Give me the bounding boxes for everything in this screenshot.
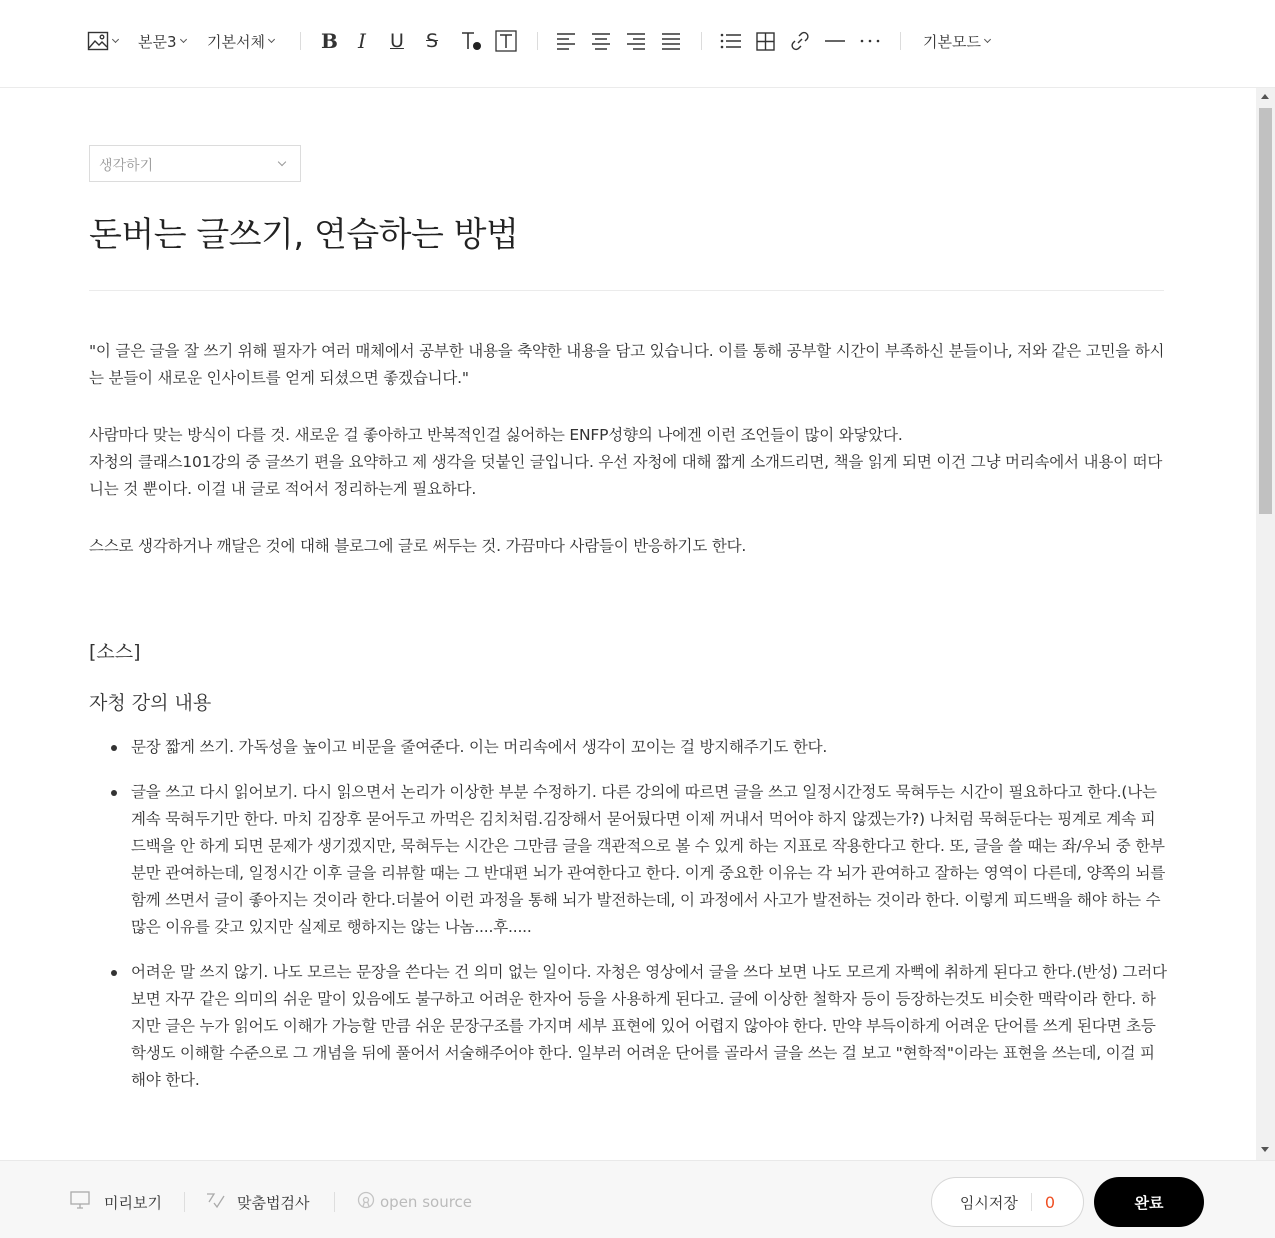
paragraph[interactable]: "이 글은 글을 잘 쓰기 위해 필자가 여러 매체에서 공부한 내용을 축약한 내용을 담고 있습니다. 이를 통해 공부할 시간이 부족하신 분들이나, 저와 같은 고민을 하시는 분들이 새로운 인사이트를 얻게 되셨으면 좋겠습니다." xyxy=(89,342,1165,387)
underline-icon: U xyxy=(390,30,404,52)
chevron-down-icon xyxy=(984,35,991,42)
list-item[interactable]: 글을 쓰고 다시 읽어보기. 다시 읽으면서 논리가 이상한 부분 수정하기. 다른 강의에 따르면 글을 쓰고 일정시간정도 묵혀두는 시간이 필요하다고 한다.(나는 계속 묵혀두기만 한다. 마치 김장후 묻어두고 까먹은 김치처럼.김장해서 묻어뒀다면 이제 꺼내서 먹어야 하지 않겠는가?) 나처럼 묵혀둔다는 핑계로 계속 피드백을 안 하게 되면 문제가 생기겠지만, 묵혀두는 시간은 그만큼 글을 객관적으로 볼 수 있게 하는 지표로 작용한다고 한다. 또, 글을 쓸 때는 좌/우뇌 중 한부분만 관여하는데, 일정시간 이후 글을 리뷰할 때는 그 반대편 뇌가 관여한다고 한다. 이게 중요한 이유는 각 뇌가 관여하고 잘하는 영역이 다른데, 양쪽의 뇌를 함께 쓰면서 글이 좋아지는 것이라 한다.더불어 이런 과정을 통해 뇌가 발전하는데, 이 과정에서 사고가 발전하는 것이라 한다. 이렇게 피드백을 해야 하는 수많은 이유를 갖고 있지만 실제로 행하지는 않는 나놈....후..... xyxy=(89,779,1169,941)
paragraph[interactable]: 사람마다 맞는 방식이 다를 것. 새로운 걸 좋아하고 반복적인걸 싫어하는 ENFP성향의 나에겐 이런 조언들이 많이 와닿았다. xyxy=(89,426,903,444)
background-color-icon xyxy=(495,30,517,52)
italic-button[interactable] xyxy=(358,26,366,56)
font-color-button[interactable] xyxy=(460,26,484,56)
align-center-icon xyxy=(591,32,611,50)
post-title[interactable]: 돈버는 글쓰기, 연습하는 방법 xyxy=(89,215,519,255)
text-style-label: 본문3 xyxy=(138,32,177,51)
bottom-bar xyxy=(0,1160,1275,1238)
list-item[interactable]: 어려운 말 쓰지 않기. 나도 모르는 문장을 쓴다는 건 의미 없는 일이다. 자청은 영상에서 글을 쓰다 보면 나도 모르게 자뻑에 취하게 된다고 한다.(반성) 그러다보면 자꾸 같은 의미의 쉬운 말이 있음에도 불구하고 어려운 한자어 등을 사용하게 된다고. 글에 이상한 철학자 등이 등장하는것도 비슷한 맥락이라 한다. 하지만 글은 누가 읽어도 이해가 가능할 만큼 쉬운 문장구조를 가지며 세부 표현에 있어 어렵지 않아야 한다. 만약 부득이하게 어려운 단어를 쓰게 된다면 초등학생도 이해할 수준으로 그 개념을 뒤에 풀어서 서술해주어야 한다. 일부러 어려운 단어를 골라서 글을 쓰는 걸 보고 "현학적"이라는 표현을 쓰는데, 이걸 피해야 한다. xyxy=(89,959,1169,1094)
title-divider xyxy=(89,290,1164,291)
spellcheck-label: 맞춤법검사 xyxy=(237,1193,310,1212)
opensource-icon xyxy=(357,1191,375,1213)
horizontal-rule-button[interactable] xyxy=(825,26,845,56)
bold-icon: B xyxy=(321,29,338,53)
toolbar-divider xyxy=(900,32,901,50)
scroll-thumb[interactable] xyxy=(1259,108,1272,514)
paragraph[interactable]: 자청의 클래스101강의 중 글쓰기 편을 요약하고 제 생각을 덧붙인 글입니다. 우선 자청에 대해 짧게 소개드리면, 책을 읽게 되면 이건 그냥 머리속에서 내용이 떠다니는 것 뿐이다. 이걸 내 글로 적어서 정리하는게 필요하다. xyxy=(89,453,1163,498)
chevron-down-icon xyxy=(179,35,186,42)
scroll-up-arrow-icon[interactable] xyxy=(1261,94,1269,99)
list-item[interactable]: 문장 짧게 쓰기. 가독성을 높이고 비문을 줄여준다. 이는 머리속에서 생각이 꼬이는 걸 방지해주기도 한다. xyxy=(89,734,1169,761)
font-family-dropdown[interactable] xyxy=(207,26,274,56)
table-icon xyxy=(756,32,775,51)
italic-icon: I xyxy=(358,29,366,53)
link-icon xyxy=(790,31,810,51)
toolbar-divider xyxy=(537,32,538,50)
scroll-down-arrow-icon[interactable] xyxy=(1261,1147,1269,1152)
publish-button[interactable] xyxy=(1094,1177,1204,1227)
footer-divider xyxy=(184,1192,185,1212)
spellcheck-button[interactable] xyxy=(205,1190,309,1214)
font-family-label: 기본서체 xyxy=(207,32,265,51)
more-icon xyxy=(860,39,880,43)
mode-label: 기본모드 xyxy=(923,32,981,51)
mode-dropdown[interactable] xyxy=(923,26,990,56)
background-color-button[interactable] xyxy=(495,26,517,56)
editor-content[interactable] xyxy=(0,88,1256,1160)
align-justify-button[interactable] xyxy=(661,26,681,56)
table-button[interactable] xyxy=(756,26,775,56)
strikethrough-button[interactable] xyxy=(426,26,438,56)
category-select[interactable] xyxy=(89,145,301,182)
paragraph[interactable]: 스스로 생각하거나 깨달은 것에 대해 블로그에 글로 써두는 것. 가끔마다 사람들이 반응하기도 한다. xyxy=(89,537,747,555)
category-placeholder: 생각하기 xyxy=(99,158,154,174)
monitor-icon xyxy=(70,1191,90,1213)
save-divider xyxy=(1031,1193,1032,1211)
bullet-list[interactable] xyxy=(89,734,1169,1112)
opensource-label: open source xyxy=(380,1193,473,1211)
preview-label: 미리보기 xyxy=(104,1193,162,1212)
footer-divider xyxy=(334,1192,335,1212)
source-heading[interactable]: [소스] xyxy=(89,641,141,663)
strikethrough-icon: S xyxy=(426,30,439,52)
horizontal-rule-icon xyxy=(825,39,845,43)
bulleted-list-button[interactable] xyxy=(720,26,742,56)
align-center-button[interactable] xyxy=(591,26,611,56)
editor-toolbar xyxy=(0,0,1275,88)
vertical-scrollbar[interactable] xyxy=(1256,88,1275,1160)
link-button[interactable] xyxy=(790,26,810,56)
publish-label: 완료 xyxy=(1134,1193,1164,1212)
align-right-icon xyxy=(626,32,646,50)
opensource-link[interactable] xyxy=(357,1190,472,1214)
image-insert-button[interactable] xyxy=(87,26,118,56)
spellcheck-icon xyxy=(205,1190,225,1214)
chevron-down-icon xyxy=(278,158,286,166)
toolbar-divider xyxy=(300,32,301,50)
text-style-dropdown[interactable] xyxy=(138,26,186,56)
chevron-down-icon xyxy=(268,35,275,42)
subheading[interactable]: 자청 강의 내용 xyxy=(89,692,212,714)
temp-save-label: 임시저장 xyxy=(959,1193,1018,1212)
bulleted-list-icon xyxy=(720,32,742,50)
font-color-icon xyxy=(460,30,484,52)
chevron-down-icon xyxy=(112,35,119,42)
paragraph-group[interactable] xyxy=(89,422,1169,503)
toolbar-divider xyxy=(701,32,702,50)
temp-save-count[interactable]: 0 xyxy=(1044,1192,1056,1212)
align-left-button[interactable] xyxy=(556,26,576,56)
align-right-button[interactable] xyxy=(626,26,646,56)
align-justify-icon xyxy=(661,32,681,50)
bold-button[interactable] xyxy=(321,26,338,56)
align-left-icon xyxy=(556,32,576,50)
image-icon xyxy=(87,31,109,51)
underline-button[interactable] xyxy=(390,26,404,56)
preview-button[interactable] xyxy=(70,1190,162,1214)
more-button[interactable] xyxy=(860,26,880,56)
temp-save-button[interactable] xyxy=(931,1177,1084,1227)
